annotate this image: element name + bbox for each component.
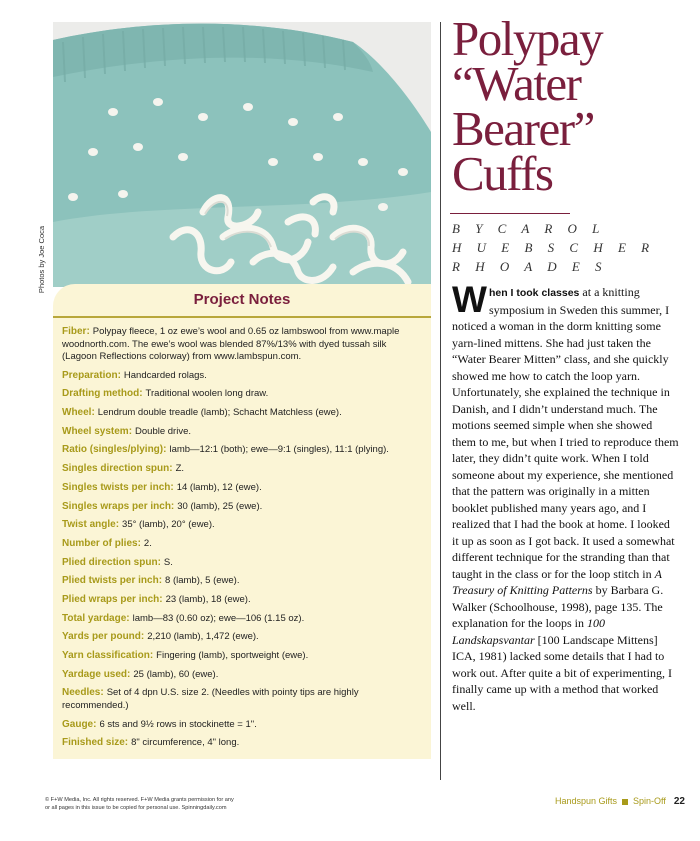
byline-line: B Y C A R O L: [452, 221, 606, 236]
note-text: 2.: [143, 537, 152, 549]
note-text: lamb—12:1 (both); ewe—9:1 (singles), 11:1 (plying).: [169, 444, 389, 456]
note-label: Plied wraps per inch:: [62, 593, 163, 605]
note-item: [62, 613, 422, 626]
note-item: [62, 388, 422, 401]
note-label: Plied twists per inch:: [62, 575, 163, 587]
byline-line: R H O A D E S: [452, 259, 608, 274]
note-label: Gauge:: [62, 718, 97, 730]
note-text: Fingering (lamb), sportweight (ewe).: [156, 650, 309, 661]
note-item: [62, 650, 422, 663]
note-label: Total yardage:: [62, 612, 130, 624]
note-label: Wheel system:: [62, 425, 133, 437]
note-label: Preparation:: [62, 369, 121, 381]
square-bullet-icon: [622, 799, 628, 805]
note-text: Traditional woolen long draw.: [145, 388, 269, 400]
note-text: Polypay fleece, 1 oz ewe’s wool and 0.65 oz lambswool from www.maple woodnorth.com. The ewe’s wool was blended 87%/13% with dyed tussah silk (Lagoon Reflections colorway) from www.lambspun.com.: [62, 326, 400, 362]
cuff-photo: [53, 22, 431, 287]
section-name: Handspun Gifts: [554, 796, 618, 806]
book-title: 100 Landskapsvantar: [452, 616, 605, 647]
note-text: 6 sts and 9½ rows in stockinette = 1".: [99, 718, 257, 730]
page-number: 22: [673, 796, 685, 807]
note-item: [62, 538, 422, 551]
body-paragraph-part: by Barbara G. Walker (Schoolhouse, 1998), page 135. The explanation for the loops in: [452, 583, 664, 630]
copyright-line: © F+W Media, Inc. All rights reserved. F+W Media grants permission for any: [45, 797, 234, 803]
note-label: Twist angle:: [62, 519, 120, 531]
page-footer: [555, 796, 685, 807]
note-text: Handcarded rolags.: [123, 369, 207, 381]
copyright-notice: [45, 797, 305, 812]
note-text: Set of 4 dpn U.S. size 2. (Needles with pointy tips are highly recommended.): [62, 687, 359, 711]
article-body: [452, 279, 679, 714]
note-item: [62, 669, 422, 682]
body-paragraph-part: [100 Landscape Mittens] ICA, 1981) lacked some details that I had to work out. After quite a bit of experimenting, I finally came up with a method that worked well.: [452, 632, 672, 713]
note-label: Yarn classification:: [62, 650, 154, 661]
title-line: Cuffs: [452, 146, 553, 201]
note-text: 2,210 (lamb), 1,472 (ewe).: [147, 631, 259, 643]
article-title: [452, 11, 692, 201]
note-label: Finished size:: [62, 737, 129, 749]
note-item: [62, 631, 422, 644]
note-label: Yardage used:: [62, 668, 131, 680]
note-label: Number of plies:: [62, 537, 141, 549]
title-line: Bearer”: [452, 101, 594, 156]
title-line: Polypay: [452, 11, 603, 66]
note-text: 8 (lamb), 5 (ewe).: [165, 575, 240, 587]
note-text: 14 (lamb), 12 (ewe).: [176, 481, 262, 493]
note-item: [62, 737, 422, 750]
note-text: 25 (lamb), 60 (ewe).: [133, 668, 219, 680]
note-text: Double drive.: [135, 425, 192, 437]
title-line: “Water: [452, 56, 581, 111]
note-item: [62, 687, 422, 712]
note-text: 8" circumference, 4" long.: [131, 737, 240, 749]
note-label: Drafting method:: [62, 388, 143, 400]
magazine-name: Spin-Off: [633, 796, 666, 806]
note-label: Needles:: [62, 687, 104, 699]
note-item: [62, 326, 422, 364]
lead-in: hen I took classes: [488, 287, 580, 299]
note-text: 35° (lamb), 20° (ewe).: [122, 519, 215, 531]
photo-credit: [38, 225, 50, 295]
note-text: 23 (lamb), 18 (ewe).: [165, 593, 251, 605]
note-item: [62, 501, 422, 514]
copyright-line: or all pages in this issue to be copied for personal use. Spinningdaily.com: [45, 804, 227, 811]
note-item: [62, 719, 422, 732]
note-item: [62, 444, 422, 457]
note-item: [62, 557, 422, 570]
note-label: Fiber:: [62, 326, 90, 337]
byline: [452, 219, 682, 276]
note-text: Lendrum double treadle (lamb); Schacht Matchless (ewe).: [97, 407, 342, 419]
body-paragraph-part: at a knitting symposium in Sweden this summer, I noticed a woman in the dorm knitting some yarn-lined mittens. She had just taken the “Water Bearer Mitten” class, and she quickly showed me how to catch the loop yarn. Unfortunately, she explained the technique in Danish, and I didn’t understand much. The motions seemed simple when she showed them to me, but when I tried to reproduce them later, they didn’t quite work. When I told someone about my experience, she mentioned that the pattern was originally in a mitten booklet published many years ago, and I realized that I had the book at home. I looked it up as soon as I got back. It used a somewhat different technique for the stranding than that taught in the class or for the loop stitch in: [452, 285, 679, 581]
note-item: [62, 575, 422, 588]
project-notes-divider: [53, 316, 431, 318]
note-label: Singles direction spun:: [62, 463, 173, 475]
note-item: [62, 426, 422, 439]
note-item: [62, 463, 422, 476]
note-item: [62, 407, 422, 420]
note-label: Singles wraps per inch:: [62, 500, 175, 512]
note-label: Yards per pound:: [62, 631, 145, 643]
drop-cap: W: [452, 279, 487, 320]
note-text: Z.: [175, 463, 185, 475]
project-notes-list: [62, 326, 422, 756]
note-label: Ratio (singles/plying):: [62, 444, 167, 456]
note-item: [62, 594, 422, 607]
note-text: 30 (lamb), 25 (ewe).: [177, 500, 263, 512]
note-label: Wheel:: [62, 407, 95, 419]
photo-credit-text: Photos by Joe Coca: [37, 225, 47, 294]
byline-line: H U E B S C H E R: [452, 240, 656, 255]
note-item: [62, 370, 422, 383]
project-notes-title: Project Notes: [193, 291, 291, 308]
note-label: Singles twists per inch:: [62, 481, 174, 493]
title-underline: [450, 213, 570, 214]
column-divider: [440, 22, 441, 780]
book-title: A Treasury of Knitting Patterns: [452, 566, 662, 597]
note-text: lamb—83 (0.60 oz); ewe—106 (1.15 oz).: [132, 612, 305, 624]
note-item: [62, 519, 422, 532]
note-label: Plied direction spun:: [62, 556, 161, 568]
note-text: S.: [163, 556, 173, 568]
note-item: [62, 482, 422, 495]
